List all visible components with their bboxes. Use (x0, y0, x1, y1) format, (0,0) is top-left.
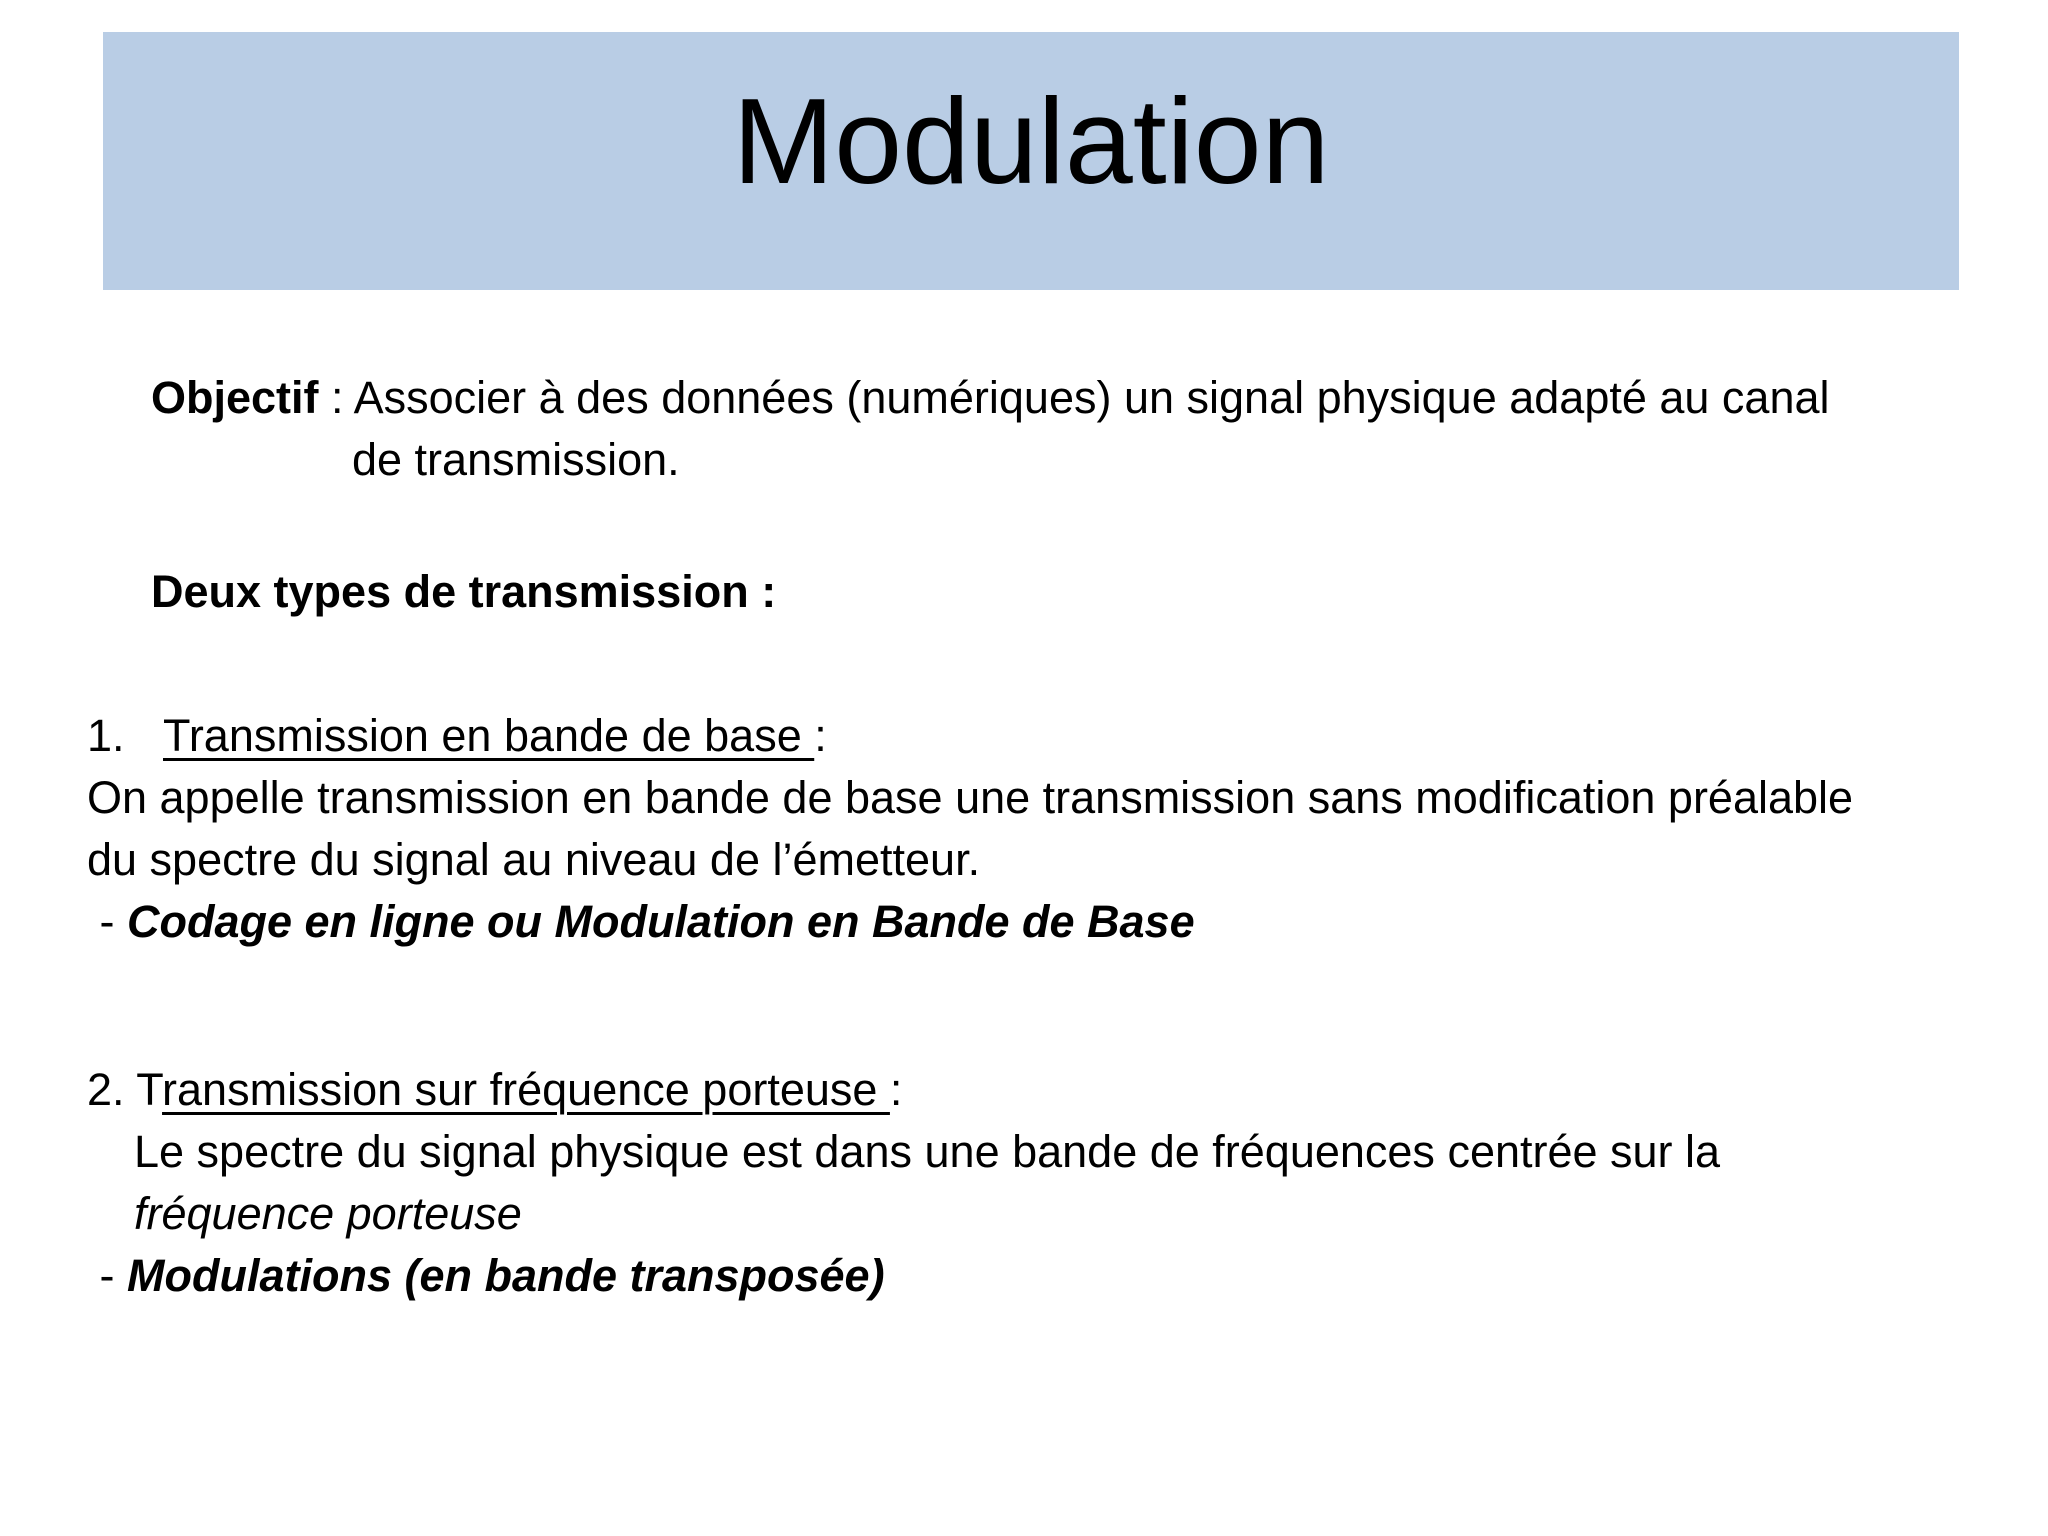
section2-text-1: Le spectre du signal physique est dans une bande de fréquences centrée sur la (134, 1126, 1721, 1177)
section2-heading: ransmission sur fréquence porteuse (162, 1064, 890, 1115)
section2-bullet (87, 1250, 885, 1301)
section2-text-2: fréquence porteuse (134, 1188, 522, 1239)
section2-bullet-text: Modulations (en bande transposée) (127, 1250, 885, 1301)
section1-bullet-text: Codage en ligne ou Modulation en Bande de Base (127, 896, 1195, 947)
types-heading: Deux types de transmission : (151, 566, 777, 617)
objective-text-1: Associer à des données (numériques) un signal physique adapté au canal (353, 372, 1830, 423)
section1-text-1: On appelle transmission en bande de base une transmission sans modification préalable (87, 772, 1854, 823)
section1-heading-line (163, 710, 827, 761)
section2-prefix: 2. T (87, 1064, 163, 1115)
objective-separator: : (318, 372, 354, 423)
objective-text-2: de transmission. (352, 434, 680, 485)
section2-heading-line (87, 1064, 903, 1115)
slide-title: Modulation (732, 73, 1330, 209)
section1-bullet-dash: - (87, 896, 127, 947)
objective-line-2 (352, 434, 680, 485)
section2-colon: : (889, 1064, 903, 1115)
section1-bullet (87, 896, 1195, 947)
section2-bullet-dash: - (87, 1250, 127, 1301)
section1-colon: : (814, 710, 827, 761)
section1-number: 1. (87, 710, 125, 761)
objective-label: Objectif (151, 372, 319, 423)
section1-heading: Transmission en bande de base (163, 710, 815, 761)
title-band (103, 32, 1959, 290)
objective-line-1 (151, 372, 1830, 423)
section1-text-2: du spectre du signal au niveau de l’émetteur. (87, 834, 981, 885)
